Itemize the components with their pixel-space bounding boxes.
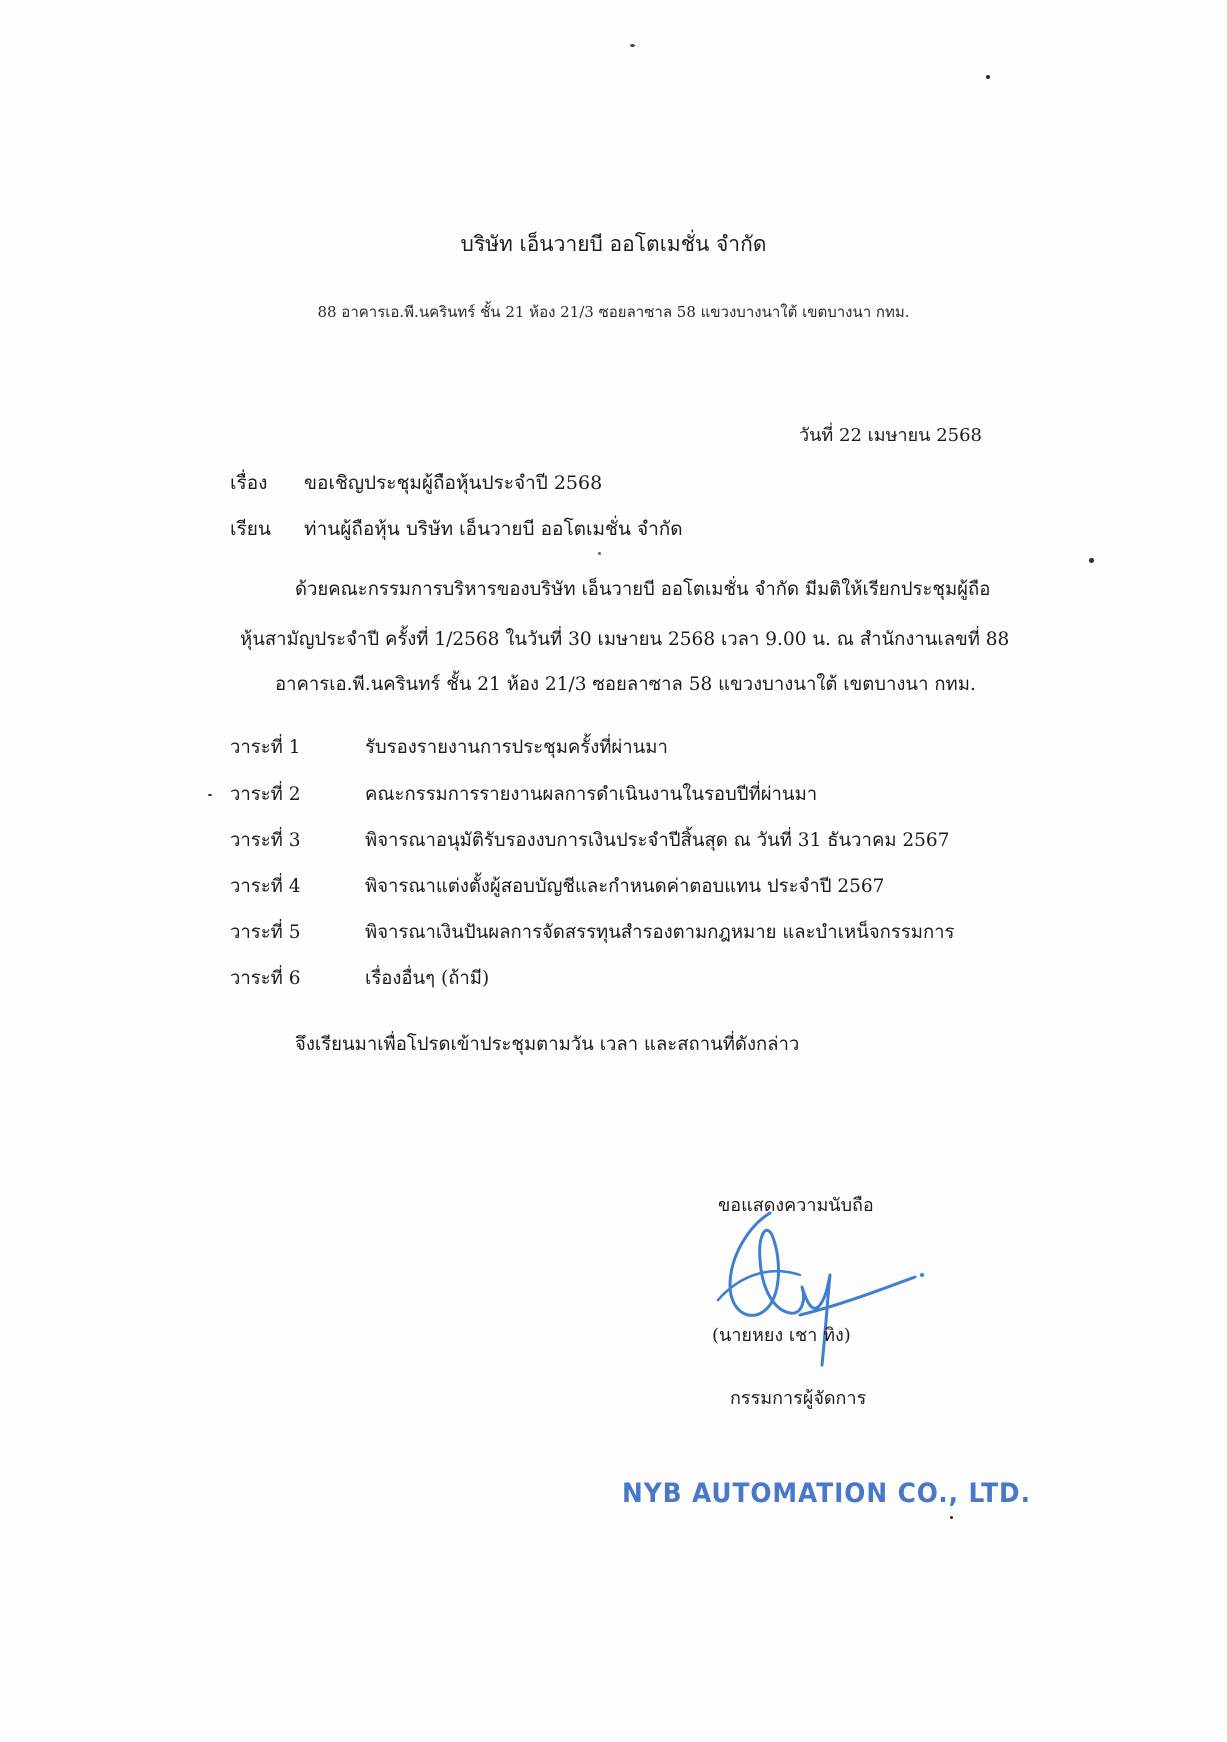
closing-line: จึงเรียนมาเพื่อโปรดเข้าประชุมตามวัน เวลา และสถานที่ดังกล่าว xyxy=(295,1034,800,1055)
body-paragraph-line-1: ด้วยคณะกรรมการบริหารของบริษัท เอ็นวายบี ออโตเมชั่น จำกัด มีมติให้เรียกประชุมผู้ถือ xyxy=(295,579,991,600)
agenda-text: พิจารณาเงินปันผลการจัดสรรทุนสำรองตามกฎหมาย และบำเหน็จกรรมการ xyxy=(365,922,955,943)
company-address: 88 อาคารเอ.พี.นครินทร์ ชั้น 21 ห้อง 21/3 ซอยลาซาล 58 แขวงบางนาใต้ เขตบางนา กทม. xyxy=(317,303,910,321)
recipient-text: ท่านผู้ถือหุ้น บริษัท เอ็นวายบี ออโตเมชั่น จำกัด xyxy=(304,518,683,540)
agenda-number: วาระที่ 5 xyxy=(230,922,301,943)
agenda-number: วาระที่ 1 xyxy=(230,737,301,758)
agenda-text: คณะกรรมการรายงานผลการดำเนินงานในรอบปีที่ผ่านมา xyxy=(365,784,818,805)
subject-text: ขอเชิญประชุมผู้ถือหุ้นประจำปี 2568 xyxy=(304,472,603,494)
company-name: บริษัท เอ็นวายบี ออโตเมชั่น จำกัด xyxy=(460,232,767,256)
letter-date: วันที่ 22 เมษายน 2568 xyxy=(799,425,982,446)
agenda-number: วาระที่ 4 xyxy=(230,876,301,897)
recipient-label: เรียน xyxy=(230,518,271,540)
scan-speck xyxy=(1089,558,1094,563)
agenda-item xyxy=(230,780,817,809)
agenda-number: วาระที่ 3 xyxy=(230,830,301,851)
agenda-item xyxy=(230,918,954,947)
agenda-text: รับรองรายงานการประชุมครั้งที่ผ่านมา xyxy=(365,737,668,758)
regards-text: ขอแสดงความนับถือ xyxy=(718,1195,874,1216)
agenda-number: วาระที่ 6 xyxy=(230,968,301,989)
agenda-text: พิจารณาแต่งตั้งผู้สอบบัญชีและกำหนดค่าตอบแทน ประจำปี 2567 xyxy=(365,876,885,897)
company-stamp: NYB AUTOMATION CO., LTD. xyxy=(622,1478,1031,1509)
subject-label: เรื่อง xyxy=(230,472,268,494)
scan-speck xyxy=(986,75,990,79)
signer-title: กรรมการผู้จัดการ xyxy=(730,1388,867,1409)
agenda-item xyxy=(230,733,668,762)
body-paragraph-line-3: อาคารเอ.พี.นครินทร์ ชั้น 21 ห้อง 21/3 ซอยลาซาล 58 แขวงบางนาใต้ เขตบางนา กทม. xyxy=(275,674,976,695)
handwritten-signature xyxy=(710,1205,930,1375)
agenda-number: วาระที่ 2 xyxy=(230,784,301,805)
body-paragraph-line-2: หุ้นสามัญประจำปี ครั้งที่ 1/2568 ในวันที่ 30 เมษายน 2568 เวลา 9.00 น. ณ สำนักงานเลขที่ 88 xyxy=(240,629,1010,650)
subject-row xyxy=(230,468,602,498)
scan-speck xyxy=(630,44,635,47)
agenda-item xyxy=(230,964,489,993)
agenda-item xyxy=(230,826,949,855)
signer-name: (นายหยง เชา ทิง) xyxy=(712,1325,851,1346)
recipient-row xyxy=(230,514,683,544)
agenda-text: เรื่องอื่นๆ (ถ้ามี) xyxy=(365,968,490,989)
scan-speck xyxy=(208,794,212,796)
agenda-item xyxy=(230,872,884,901)
scan-speck xyxy=(950,1516,953,1519)
scan-speck xyxy=(598,552,601,555)
agenda-text: พิจารณาอนุมัติรับรองงบการเงินประจำปีสิ้นสุด ณ วันที่ 31 ธันวาคม 2567 xyxy=(365,830,950,851)
